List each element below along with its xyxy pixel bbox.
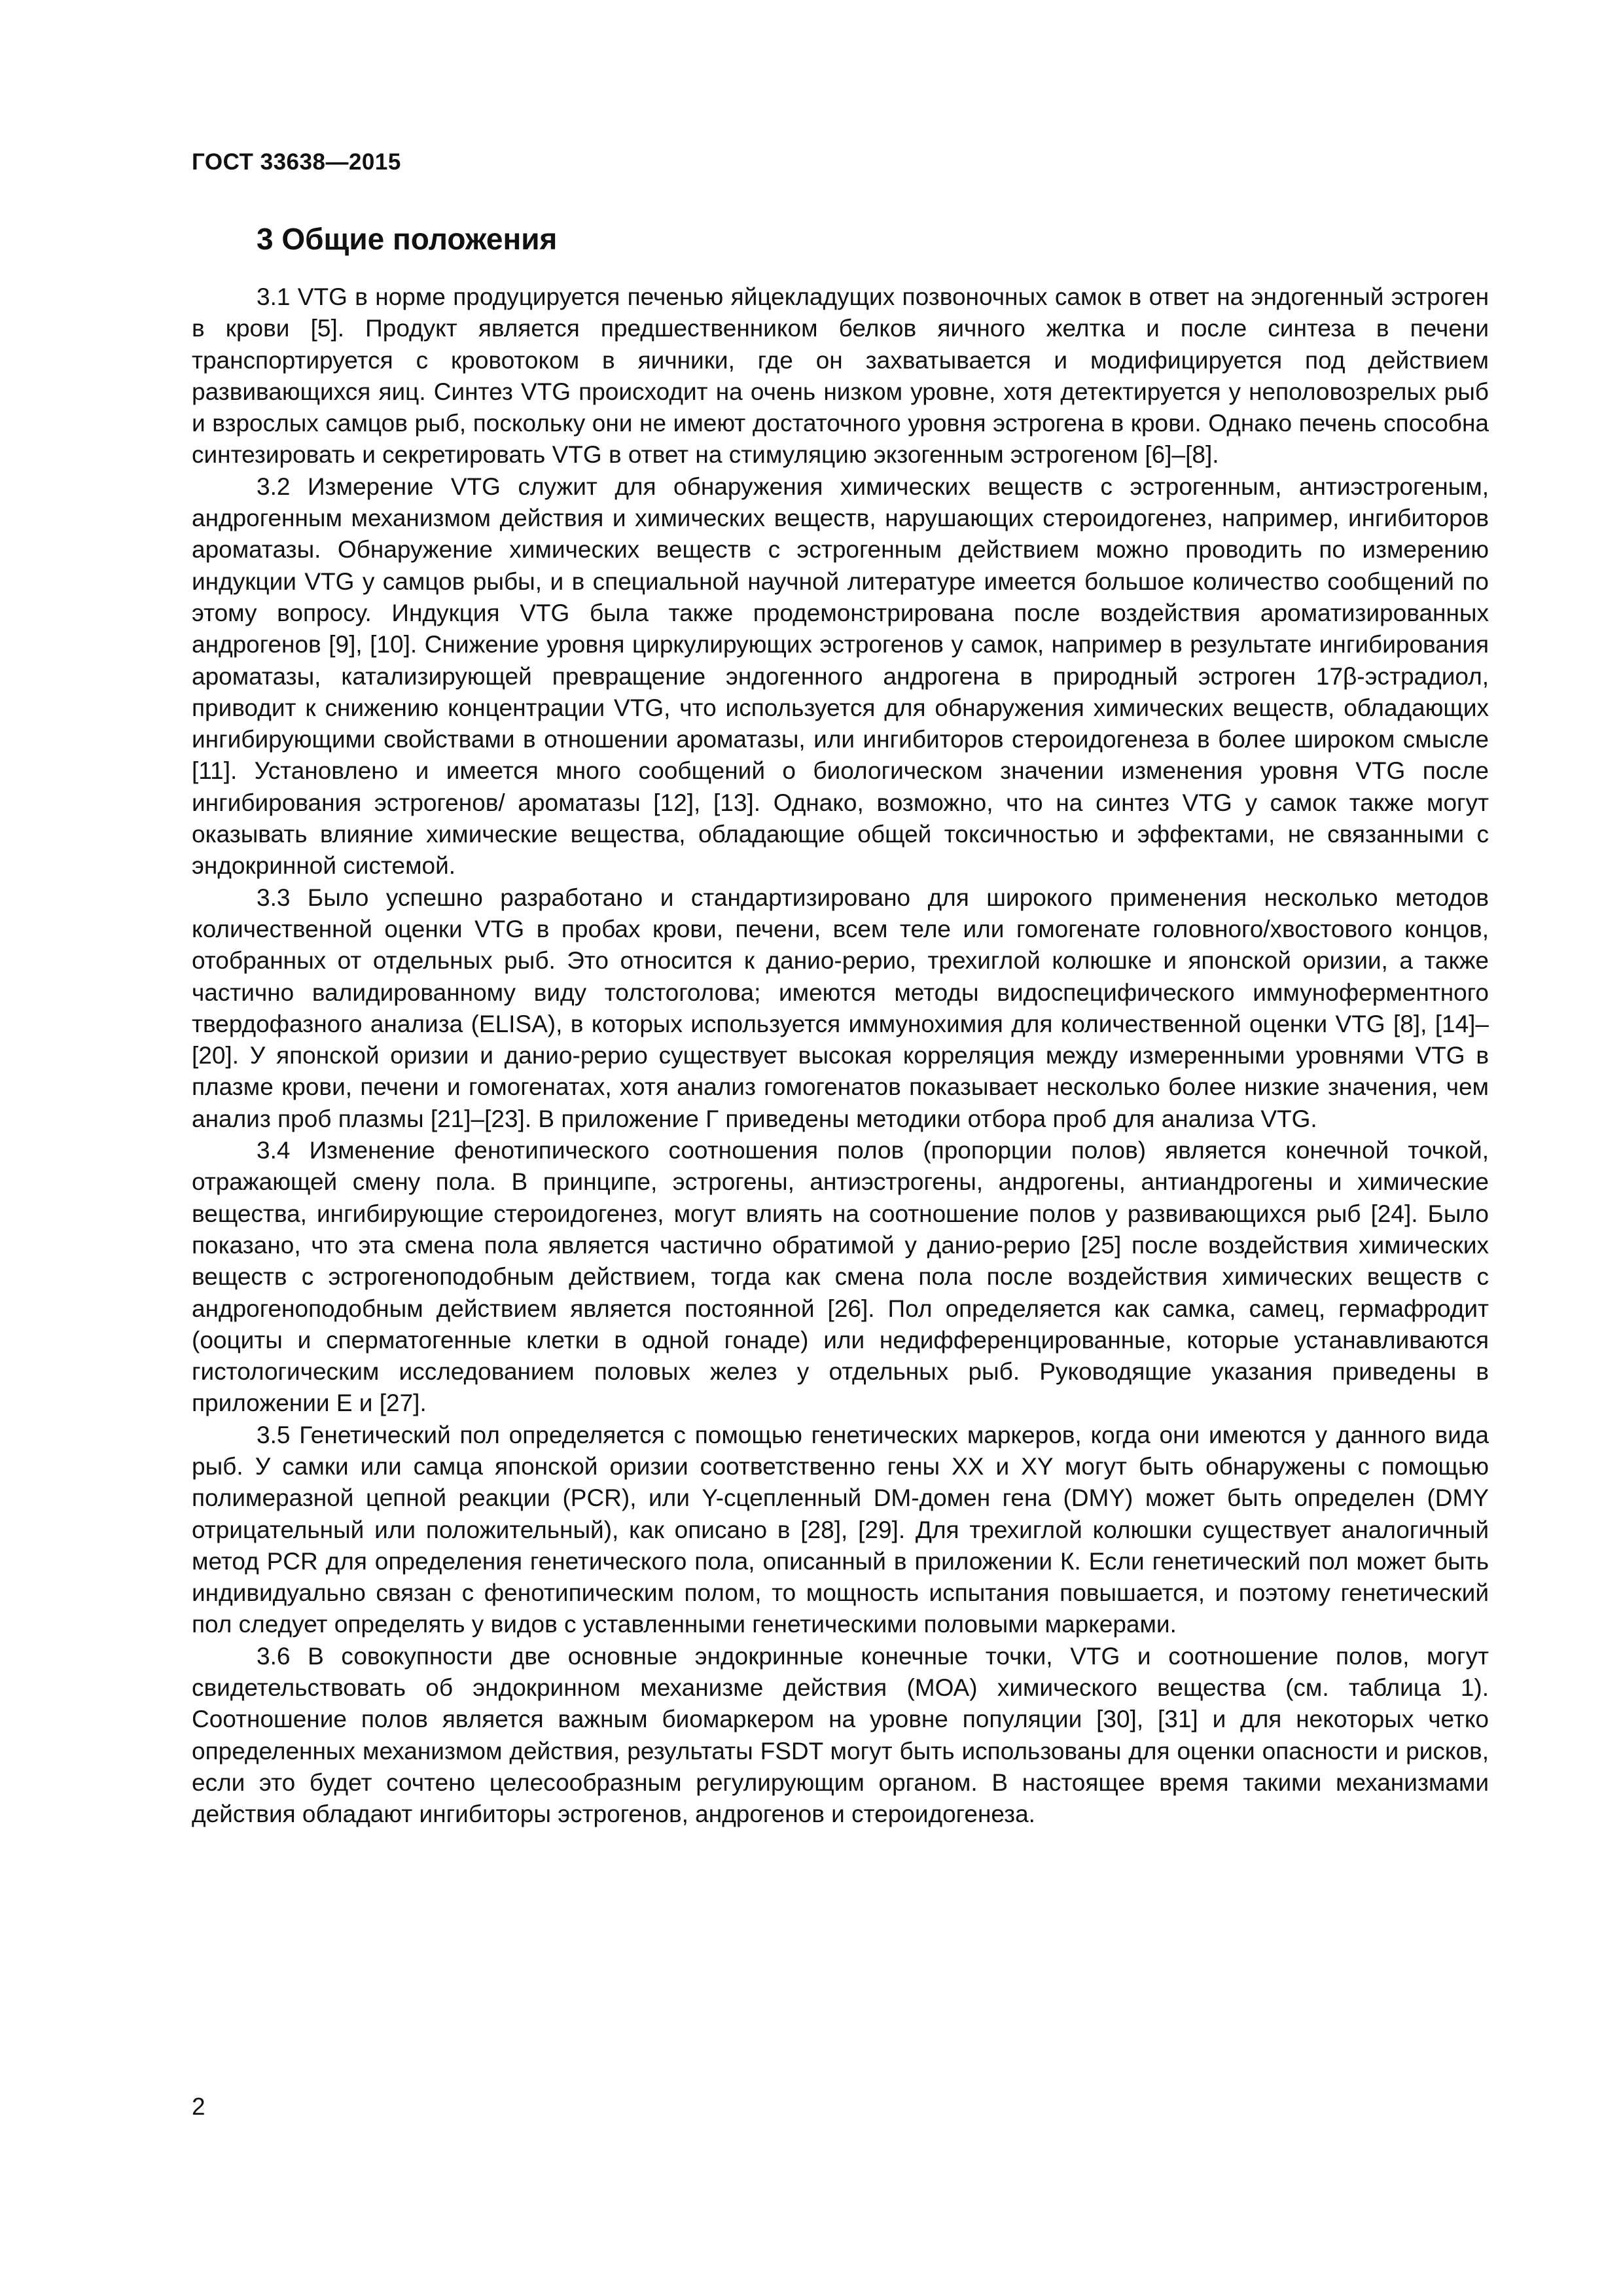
paragraph-3-6: 3.6 В совокупности две основные эндокринные конечные точки, VTG и соотношение полов, могут свидетельствовать об эндокринном механизме действия (МОА) химического вещества (см. таблица 1). Соотношение полов является важным биомаркером на уровне популяции [30], [31] и для некоторых четко определенных механизмом действия, результаты FSDT могут быть использованы для оценки опасности и рисков, если это будет сочтено целесообразным регулирующим органом. В настоящее время такими механизмами действия обладают ингибиторы эстрогенов, андрогенов и стероидогенеза. [192,1642,1489,1828]
paragraph-3-3: 3.3 Было успешно разработано и стандартизировано для широкого применения несколько методов количественной оценки VTG в пробах крови, печени, всем теле или гомогенате головного/хвостового концов, отобранных от отдельных рыб. Это относится к данио-рерио, трехиглой колюшке и японской оризии, а также частично валидированному виду толстоголова; имеются методы видоспецифического иммуноферментного твердофазного анализа (ELISA), в которых используется иммунохимия для количественной оценки VTG [8], [14]–[20]. У японской оризии и данио-рерио существует высокая корреляция между измеренными уровнями VTG в плазме крови, печени и гомогенатах, хотя анализ гомогенатов показывает несколько более низкие значения, чем анализ проб плазмы [21]–[23]. В приложение Г приведены методики отбора проб для анализа VTG. [192,884,1489,1132]
page-number: 2 [192,2093,205,2120]
section-body [192,281,1489,1831]
paragraph-3-2: 3.2 Измерение VTG служит для обнаружения химических веществ с эстрогенным, антиэстрогеным, андрогенным механизмом действия и химических веществ, нарушающих стероидогенез, например, ингибиторов ароматазы. Обнаружение химических веществ с эстрогенным действием можно проводить по измерению индукции VTG у самцов рыбы, и в специальной научной литературе имеется большое количество сообщений по этому вопросу. Индукция VTG была также продемонстрирована после воздействия ароматизированных андрогенов [9], [10]. Снижение уровня циркулирующих эстрогенов у самок, например в результате ингибирования ароматазы, катализирующей превращение эндогенного андрогена в природный эстроген 17β-эстрадиол, приводит к снижению концентрации VTG, что используется для обнаружения химических веществ, обладающих ингибирующими свойствами в отношении ароматазы, или ингибиторов стероидогенеза в более широком смысле [11]. Установлено и имеется много сообщений о биологическом значении изменения уровня VTG после ингибирования эстрогенов/ ароматазы [12], [13]. Однако, возможно, что на синтез VTG у самок также могут оказывать влияние химические вещества, обладающие общей токсичностью и эффектами, не связанными с эндокринной системой. [192,473,1489,880]
paragraph-3-5: 3.5 Генетический пол определяется с помощью генетических маркеров, когда они имеются у данного вида рыб. У самки или самца японской оризии соответственно гены ХХ и XY могут быть обнаружены с помощью полимеразной цепной реакции (PCR), или Y-сцепленный DM-домен гена (DMY) может быть определен (DMY отрицательный или положительный), как описано в [28], [29]. Для трехиглой колюшки существует аналогичный метод PCR для определения генетического пола, описанный в приложении К. Если генетический пол может быть индивидуально связан с фенотипическим полом, то мощность испытания повышается, и поэтому генетический пол следует определять у видов с уставленными генетическими половыми маркерами. [192,1421,1489,1638]
paragraph-3-1: 3.1 VTG в норме продуцируется печенью яйцекладущих позвоночных самок в ответ на эндогенный эстроген в крови [5]. Продукт является предшественником белков яичного желтка и после синтеза в печени транспортируется с кровотоком в яичники, где он захватывается и модифицируется под действием развивающихся яиц. Синтез VTG происходит на очень низком уровне, хотя детектируется у неполовозрелых рыб и взрослых самцов рыб, поскольку они не имеют достаточного уровня эстрогена в крови. Однако печень способна синтезировать и секретировать VTG в ответ на стимуляцию экзогенным эстрогеном [6]–[8]. [192,283,1489,469]
document-code-header: ГОСТ 33638—2015 [192,149,401,175]
section-title: 3 Общие положения [257,222,558,256]
paragraph-3-4: 3.4 Изменение фенотипического соотношения полов (пропорции полов) является конечной точкой, отражающей смену пола. В принципе, эстрогены, антиэстрогены, андрогены, антиандрогены и химические вещества, ингибирующие стероидогенез, могут влиять на соотношение полов у развивающихся рыб [24]. Было показано, что эта смена пола является частично обратимой у данио-рерио [25] после воздействия химических веществ с эстрогеноподобным действием, тогда как смена пола после воздействия химических веществ с андрогеноподобным действием является постоянной [26]. Пол определяется как самка, самец, гермафродит (ооциты и сперматогенные клетки в одной гонаде) или недифференцированные, которые устанавливаются гистологическим исследованием половых желез у отдельных рыб. Руководящие указания приведены в приложении Е и [27]. [192,1137,1489,1417]
